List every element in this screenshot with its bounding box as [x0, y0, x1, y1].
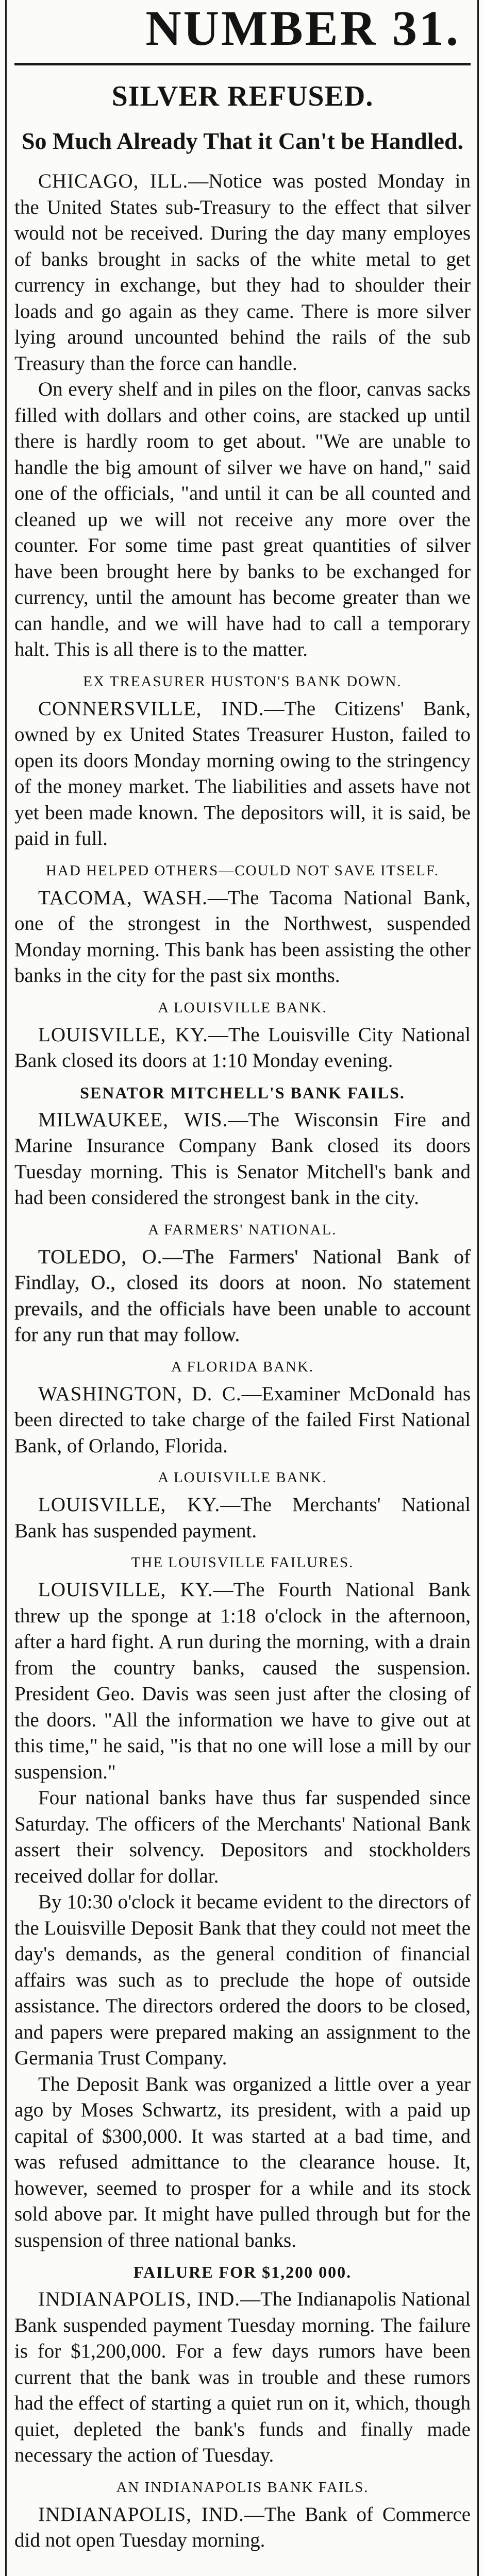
column-rule-right — [477, 0, 479, 2576]
paragraph-text: —The Merchants' National Bank has suspended payment. — [14, 1494, 471, 1542]
paragraph-text: —The Fourth National Bank threw up the sponge at 1:18 o'clock in the afternoon, after a hard fight. A run during the morning, with a drain from the country banks, caused the suspension. President Geo. Davis was seen just after the closing of the doors. "All the information we have to give out at this time," he said, "is that no one will lose a mill by our suspension." — [14, 1579, 471, 1783]
subheading: A FARMERS' NATIONAL. — [148, 1221, 337, 1238]
dateline: LOUISVILLE, KY. — [38, 1023, 208, 1046]
subheading: THE LOUISVILLE FAILURES. — [131, 1554, 354, 1571]
subheading: A FLORIDA BANK. — [171, 1358, 314, 1375]
paragraph — [14, 2286, 471, 2469]
dateline: LOUISVILLE, KY. — [38, 1579, 213, 1601]
header-rule — [14, 63, 471, 65]
article-headline: SILVER REFUSED. — [111, 80, 374, 112]
subheading: EX TREASURER HUSTON'S BANK DOWN. — [83, 673, 402, 690]
news-column — [14, 0, 471, 2554]
paragraph-text: —The Louisville City National Bank closed its doors at 1:10 Monday evening. — [14, 1023, 471, 1072]
paragraph-text: —The Bank of Commerce did not open Tuesday morning. — [14, 2503, 471, 2551]
paragraph: Four national banks have thus far suspended since Saturday. The officers of the Merchants' National Bank assert their solvency. Depositors and stockholders received dollar for dollar. — [14, 1787, 471, 1887]
paragraph — [14, 1577, 471, 1785]
subheading: AN INDIANAPOLIS BANK FAILS. — [116, 2479, 369, 2496]
dateline: INDIANAPOLIS, IND. — [38, 2288, 241, 2310]
dateline: TOLEDO, O. — [38, 1245, 163, 1268]
paragraph — [14, 168, 471, 377]
issue-number: NUMBER 31. — [145, 1, 460, 56]
paragraph — [14, 885, 471, 989]
paragraph — [14, 2502, 471, 2554]
paragraph-text: —Examiner McDonald has been directed to take charge of the failed First National Bank, of Orlando, Florida. — [14, 1382, 471, 1457]
dateline: CHICAGO, ILL. — [38, 170, 189, 192]
paragraph — [14, 696, 471, 852]
subheading: SENATOR MITCHELL'S BANK FAILS. — [80, 1083, 405, 1102]
dateline: LOUISVILLE, KY. — [38, 1494, 221, 1516]
dateline: WASHINGTON, D. C. — [38, 1382, 242, 1405]
paragraph-text: —The Citizens' Bank, owned by ex United States Treasurer Huston, failed to open its doors Monday morning owing to the stringency of the money market. The liabilities and assets have not yet been made known. The depositors will, it is said, be paid in full. — [14, 697, 471, 850]
dateline: TACOMA, WASH. — [38, 886, 208, 909]
dateline: CONNERSVILLE, IND. — [38, 697, 264, 720]
subheading: A LOUISVILLE BANK. — [158, 1469, 327, 1486]
paragraph: The Deposit Bank was organized a little over a year ago by Moses Schwartz, its president, with a paid up capital of $300,000. It was started at a bad time, and was refused admittance to the clearance house. It, however, seemed to prosper for a while and its stock sold above par. It might have pulled through but for the suspension of three national banks. — [14, 2073, 471, 2251]
paragraph: By 10:30 o'clock it became evident to the directors of the Louisville Deposit Bank that they could not meet the day's demands, as the general condition of financial affairs was such as to preclude the hope of outside assistance. The directors ordered the doors to be closed, and papers were prepared making an assignment to the Germania Trust Company. — [14, 1891, 471, 2069]
paragraph — [14, 1022, 471, 1074]
paragraph — [14, 1107, 471, 1211]
paragraph-text: —The Farmers' National Bank of Findlay, O., closed its doors at noon. No statement prevails, and the officials have been unable to account for any run that may follow. — [14, 1245, 471, 1346]
paragraph-text: —The Indianapolis National Bank suspended payment Tuesday morning. The failure is for $1,200,000. For a few days rumors have been current that the bank was in trouble and these rumors had the effect of starting a quiet run on it, which, though quiet, depleted the bank's funds and finally made necessary the action of Tuesday. — [14, 2288, 471, 2466]
column-rule-left — [5, 0, 7, 2576]
subheading: HAD HELPED OTHERS—COULD NOT SAVE ITSELF. — [46, 862, 439, 879]
paragraph — [14, 1492, 471, 1544]
dateline: INDIANAPOLIS, IND. — [38, 2503, 244, 2526]
subheading: A LOUISVILLE BANK. — [158, 999, 327, 1016]
paragraph-text: —Notice was posted Monday in the United States sub-Treasury to the effect that silver would not be received. During the day many employes of banks brought in sacks of the white metal to get currency in exchange, but they had to shoulder their loads and go again as they came. There is more silver lying around uncounted behind the rails of the sub Treasury than the force can handle. — [14, 170, 471, 375]
paragraph — [14, 1244, 471, 1348]
paragraph-text: —The Wisconsin Fire and Marine Insurance Company Bank closed its doors Tuesday morning. This is Senator Mitchell's bank and had been considered the strongest bank in the city. — [14, 1108, 471, 1209]
paragraph-text: —The Tacoma National Bank, one of the strongest in the Northwest, suspended Monday morning. This bank has been assisting the other banks in the city for the past six months. — [14, 886, 471, 987]
paragraph — [14, 1381, 471, 1460]
paragraph: On every shelf and in piles on the floor, canvas sacks filled with dollars and other coins, are stacked up until there is hardly room to get about. "We are unable to handle the big amount of silver we have on hand," said one of the officials, "and until it can be all counted and cleaned up we will not receive any more over the counter. For some time past great quantities of silver have been brought here by banks to be exchanged for currency, until the amount has become greater than we can handle, and we will have had to call a temporary halt. This is all there is to the matter. — [14, 378, 471, 660]
dateline: MILWAUKEE, WIS. — [38, 1108, 228, 1131]
article-body — [14, 168, 471, 2554]
subheading: FAILURE FOR $1,200 000. — [133, 2263, 352, 2281]
article-deck: So Much Already That it Can't be Handled. — [21, 128, 464, 154]
